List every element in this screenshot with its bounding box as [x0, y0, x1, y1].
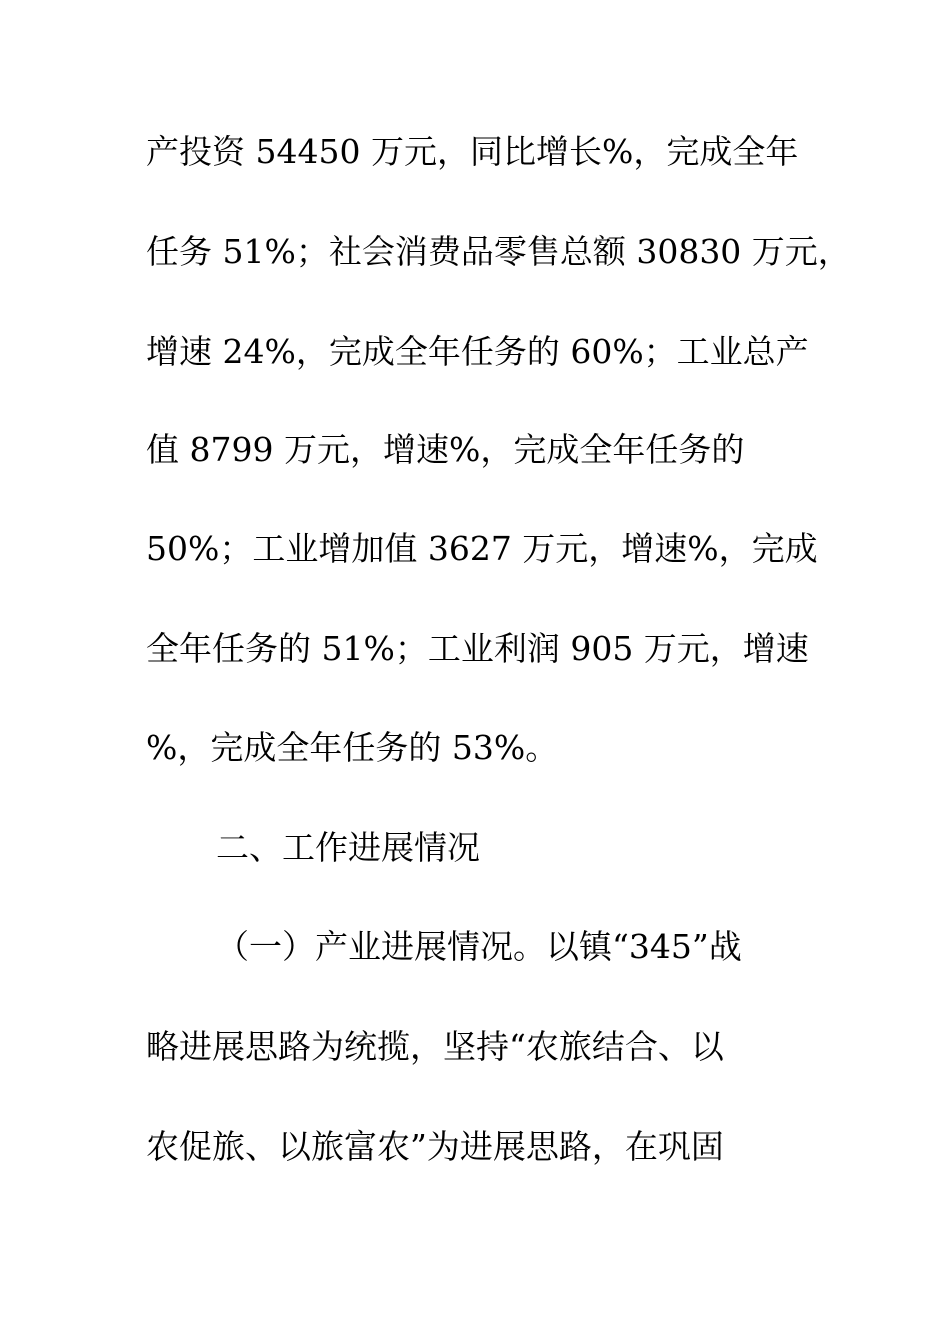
- paragraph-line: 任务 51%；社会消费品零售总额 30830 万元，: [146, 232, 851, 271]
- section-heading: 二、工作进展情况: [216, 828, 480, 867]
- paragraph-line: 50%；工业增加值 3627 万元，增速%，完成: [146, 529, 818, 568]
- paragraph-line: 全年任务的 51%；工业利润 905 万元，增速: [146, 629, 809, 668]
- paragraph-line: 产投资 54450 万元，同比增长%，完成全年: [146, 132, 799, 171]
- paragraph-line: 略进展思路为统揽，坚持“农旅结合、以: [146, 1027, 724, 1066]
- paragraph-line: %，完成全年任务的 53%。: [146, 728, 559, 767]
- paragraph-line: 增速 24%，完成全年任务的 60%；工业总产: [146, 332, 809, 371]
- paragraph-line: （一）产业进展情况。以镇“345”战: [216, 927, 742, 966]
- paragraph-line: 农促旅、以旅富农”为进展思路，在巩固: [146, 1127, 724, 1166]
- paragraph-line: 值 8799 万元，增速%，完成全年任务的: [146, 430, 745, 469]
